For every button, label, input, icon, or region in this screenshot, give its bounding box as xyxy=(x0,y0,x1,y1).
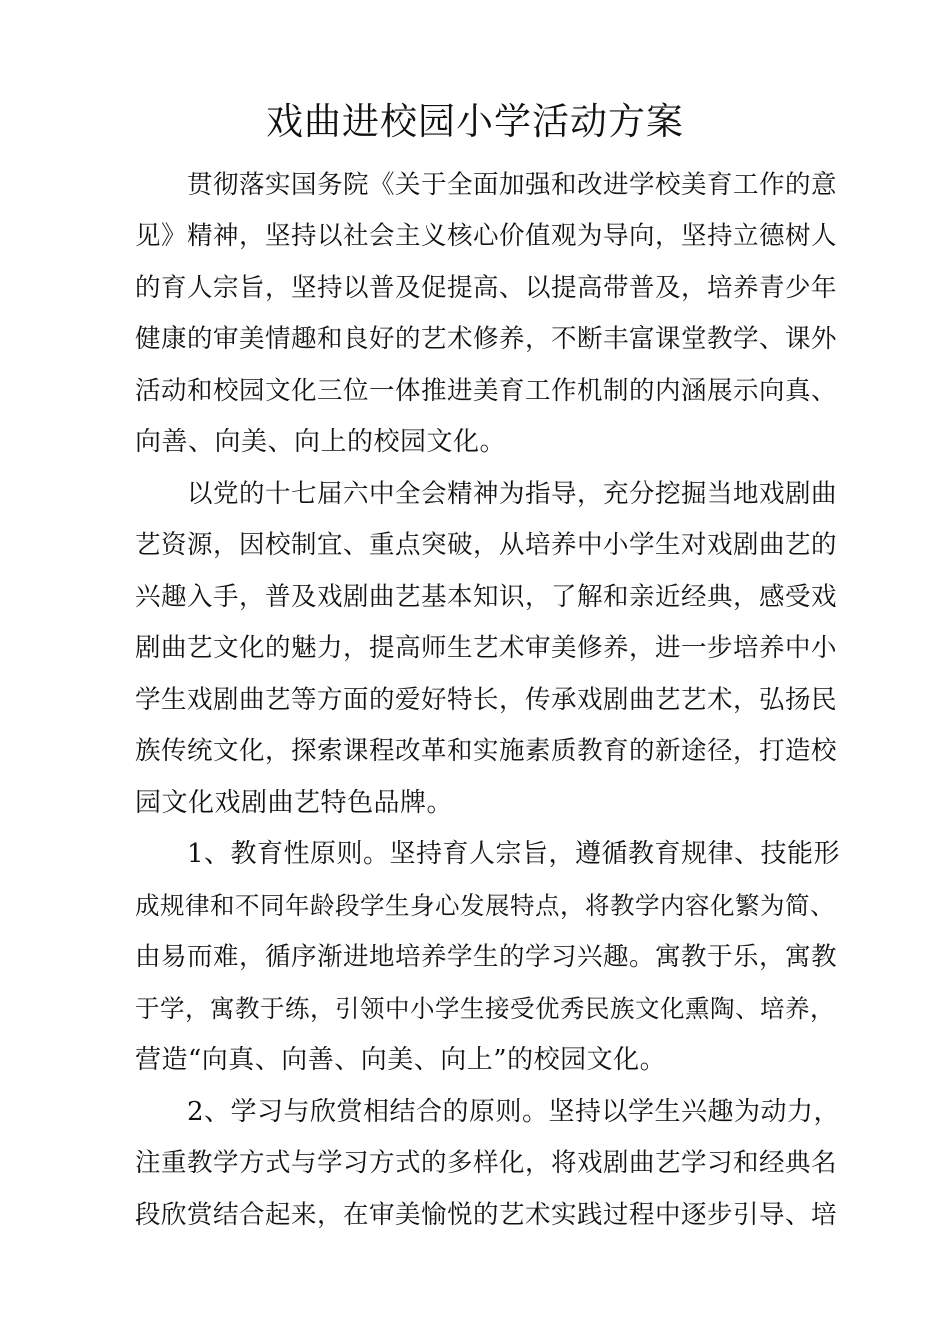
paragraph-line: 段欣赏结合起来，在审美愉悦的艺术实践过程中逐步引导、培 xyxy=(135,1200,838,1230)
paragraph-line: 活动和校园文化三位一体推进美育工作机制的内涵展示向真、 xyxy=(135,376,838,406)
document-title: 戏曲进校园小学活动方案 xyxy=(266,100,684,143)
paragraph-line: 剧曲艺文化的魅力，提高师生艺术审美修养，进一步培养中小 xyxy=(135,633,838,663)
paragraph-line: 见》精神，坚持以社会主义核心价值观为导向，坚持立德树人 xyxy=(135,221,838,251)
paragraph-line: 学生戏剧曲艺等方面的爱好特长，传承戏剧曲艺艺术，弘扬民 xyxy=(135,685,838,715)
paragraph-line: 由易而难，循序渐进地培养学生的学习兴趣。寓教于乐，寓教 xyxy=(135,942,838,972)
principle-1-line: 1、教育性原则。坚持育人宗旨，遵循教育规律、技能形 xyxy=(187,839,841,869)
paragraph-line: 族传统文化，探索课程改革和实施素质教育的新途径，打造校 xyxy=(135,736,838,766)
paragraph-line: 艺资源，因校制宜、重点突破，从培养中小学生对戏剧曲艺的 xyxy=(135,530,838,560)
paragraph-line: 园文化戏剧曲艺特色品牌。 xyxy=(135,788,454,818)
paragraph-line: 的育人宗旨，坚持以普及促提高、以提高带普及，培养青少年 xyxy=(135,273,838,303)
paragraph-line: 贯彻落实国务院《关于全面加强和改进学校美育工作的意 xyxy=(187,170,838,200)
paragraph-line: 兴趣入手，普及戏剧曲艺基本知识，了解和亲近经典，感受戏 xyxy=(135,582,838,612)
paragraph-line: 以党的十七届六中全会精神为指导，充分挖掘当地戏剧曲 xyxy=(187,479,838,509)
paragraph-line: 向善、向美、向上的校园文化。 xyxy=(135,427,507,457)
paragraph-line: 成规律和不同年龄段学生身心发展特点，将教学内容化繁为简、 xyxy=(135,891,835,920)
paragraph-line: 健康的审美情趣和良好的艺术修养，不断丰富课堂教学、课外 xyxy=(135,324,838,354)
paragraph-line: 注重教学方式与学习方式的多样化，将戏剧曲艺学习和经典名 xyxy=(135,1148,838,1178)
principle-2-line: 2、学习与欣赏相结合的原则。坚持以学生兴趣为动力， xyxy=(187,1097,841,1127)
paragraph-line: 营造“向真、向善、向美、向上”的校园文化。 xyxy=(135,1045,667,1075)
paragraph-line: 于学，寓教于练，引领中小学生接受优秀民族文化熏陶、培养， xyxy=(135,994,835,1023)
